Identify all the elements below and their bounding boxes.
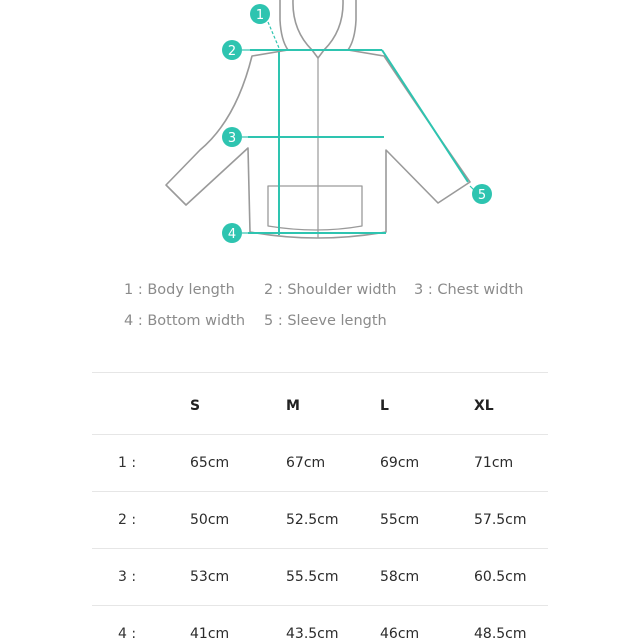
marker-1-label: 1: [255, 8, 265, 23]
hood-outline: [280, 0, 288, 50]
sleeve-length-line: [382, 50, 468, 182]
table-cell: 50cm: [190, 512, 230, 528]
table-cell: 71cm: [474, 455, 514, 471]
legend-bottom-width: 4 : Bottom width: [124, 313, 246, 329]
hood-outline-right: [348, 0, 356, 50]
legend-chest-width: 3 : Chest width: [414, 282, 524, 298]
row-label-bottom-width: 4 :: [118, 626, 137, 642]
legend-body-length: 1 : Body length: [124, 282, 235, 298]
table-cell: 57.5cm: [474, 512, 527, 528]
table-cell: 65cm: [190, 455, 230, 471]
table-cell: 41cm: [190, 626, 230, 642]
table-rule: [92, 548, 548, 549]
marker-4-label: 4: [227, 227, 237, 242]
table-cell: 58cm: [380, 569, 420, 585]
marker-1: [250, 4, 270, 24]
marker-5: [472, 184, 492, 204]
table-cell: 69cm: [380, 455, 420, 471]
size-header-s: S: [190, 398, 201, 414]
table-cell: 55cm: [380, 512, 420, 528]
table-cell: 46cm: [380, 626, 420, 642]
size-header-xl: XL: [474, 398, 494, 414]
table-rule: [92, 434, 548, 435]
size-header-l: L: [380, 398, 389, 414]
table-cell: 52.5cm: [286, 512, 339, 528]
marker-2: [222, 40, 242, 60]
table-rule: [92, 491, 548, 492]
table-cell: 55.5cm: [286, 569, 339, 585]
pocket-outline: [268, 186, 362, 230]
table-cell: 53cm: [190, 569, 230, 585]
row-label-body-length: 1 :: [118, 455, 137, 471]
marker-3: [222, 127, 242, 147]
size-header-m: M: [286, 398, 300, 414]
legend-shoulder-width: 2 : Shoulder width: [264, 282, 397, 298]
marker-5-label: 5: [477, 188, 487, 203]
table-cell: 67cm: [286, 455, 326, 471]
table-cell: 43.5cm: [286, 626, 339, 642]
marker-2-label: 2: [227, 44, 237, 59]
row-label-shoulder-width: 2 :: [118, 512, 137, 528]
table-rule: [92, 605, 548, 606]
marker-1-leader: [268, 22, 279, 48]
table-cell: 48.5cm: [474, 626, 527, 642]
row-label-chest-width: 3 :: [118, 569, 137, 585]
hoodie-measurement-diagram: [0, 0, 640, 250]
legend-sleeve-length: 5 : Sleeve length: [264, 313, 387, 329]
table-top-rule: [92, 372, 548, 373]
marker-3-label: 3: [227, 131, 237, 146]
marker-4: [222, 223, 242, 243]
table-cell: 60.5cm: [474, 569, 527, 585]
